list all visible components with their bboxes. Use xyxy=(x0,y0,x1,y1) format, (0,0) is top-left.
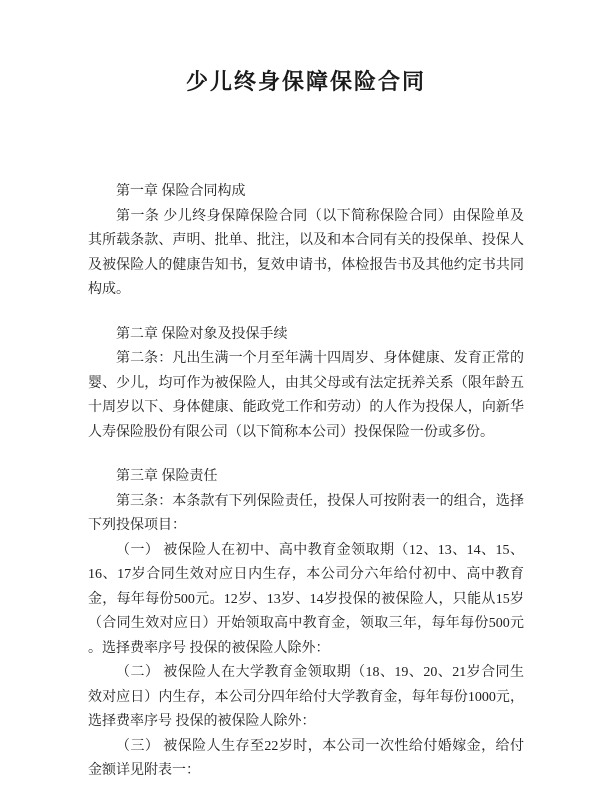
clause-2-paragraph: （二） 被保险人在大学教育金领取期（18、19、20、21岁合同生效对应日）内生存，本公司分四年给付大学教育金，每年每份1000元，选择费率序号 投保的被保险人除外： xyxy=(88,665,524,729)
chapter-3-heading: 第三章 保险责任 xyxy=(116,469,218,484)
document-body xyxy=(88,180,524,784)
article-2-paragraph: 第二条：凡出生满一个月至年满十四周岁、身体健康、发育正常的婴、少儿，均可作为被保险人，由其父母或有法定抚养关系（限年龄五十周岁以下、身体健康、能政党工作和劳动）的人作为投保人，向新华人寿保险股份有限公司（以下简称本公司）投保保险一份或多份。 xyxy=(88,351,524,440)
chapter-1-heading: 第一章 保险合同构成 xyxy=(116,184,246,199)
clause-1-paragraph: （一） 被保险人在初中、高中教育金领取期（12、13、14、15、16、17岁合同生效对应日内生存，本公司分六年给付初中、高中教育金，每年每份500元。12岁、13岁、14岁投保的被保险人，只能从15岁（合同生效对应日）开始领取高中教育金，领取三年，每年每份500元 。选择费率序号 投保的被保险人除外： xyxy=(88,542,524,656)
article-3-paragraph: 第三条：本条款有下列保险责任，投保人可按附表一的组合，选择下列投保项目： xyxy=(88,493,524,533)
clause-3-paragraph: （三） 被保险人生存至22岁时，本公司一次性给付婚嫁金，给付金额详见附表一： xyxy=(88,738,524,778)
chapter-2-heading: 第二章 保险对象及投保手续 xyxy=(116,326,288,342)
article-1-paragraph: 第一条 少儿终身保障保险合同（以下简称保险合同）由保险单及其所载条款、声明、批单、批注，以及和本合同有关的投保单、投保人及被保险人的健康告知书，复效申请书，体检报告书及其他约定书共同构成。 xyxy=(88,208,524,297)
document-title: 少儿终身保障保险合同 xyxy=(185,69,426,94)
